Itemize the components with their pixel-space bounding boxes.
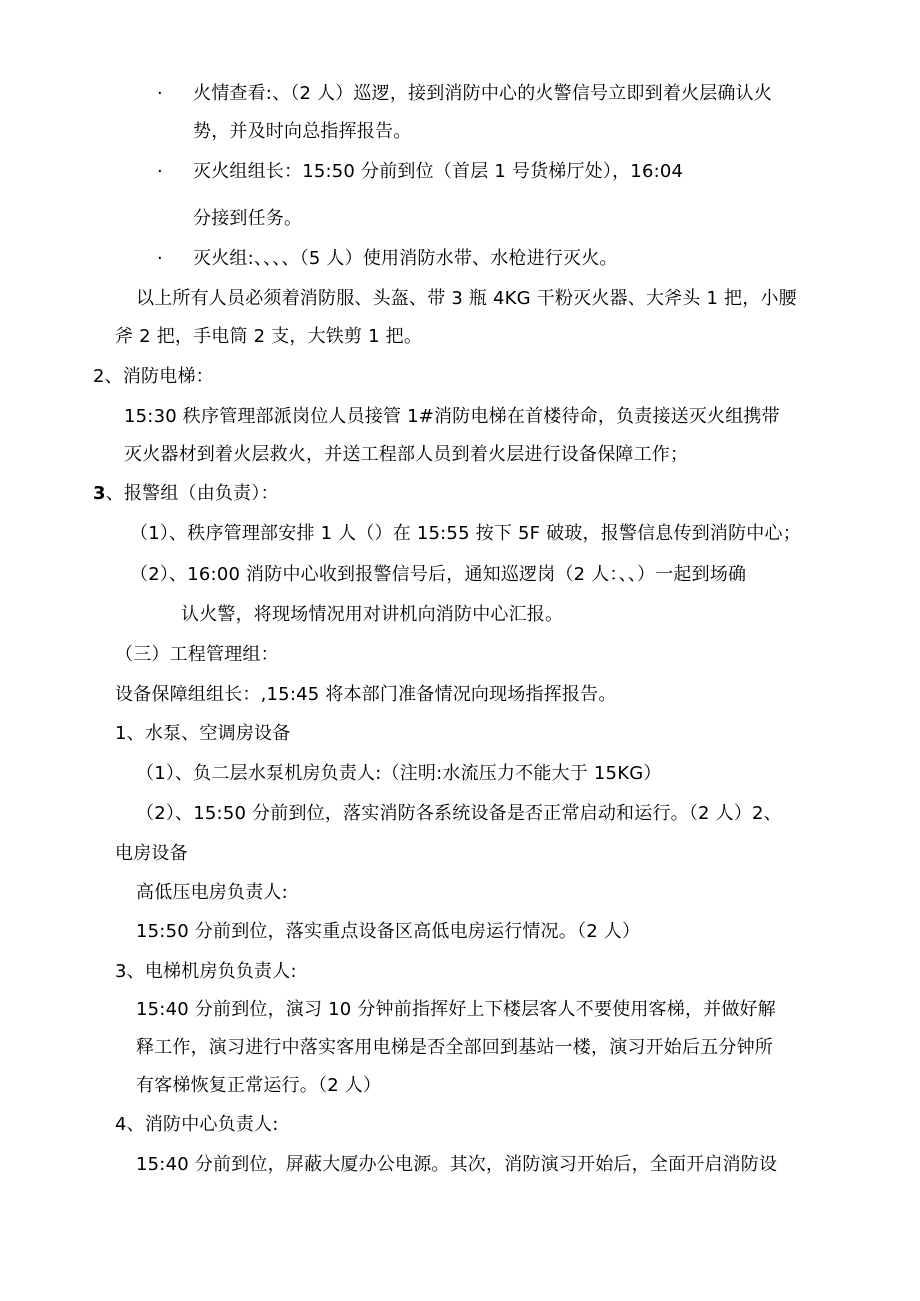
section-2-line-2: 灭火器材到着火层救火，并送工程部人员到着火层进行设备保障工作； <box>124 444 689 465</box>
extinguish-leader-line-2: 分接到任务。 <box>193 208 303 229</box>
equipment-note-line-1: 以上所有人员必须着消防服、头盔、带 3 瓶 4KG 干粉灭火器、大斧头 1 把，小腰 <box>136 288 797 309</box>
pump-room-item-1: （1）、负二层水泵机房负责人:（注明:水流压力不能大于 15KG） <box>136 763 662 784</box>
elevator-room-line-1: 15:40 分前到位，演习 10 分钟前指挥好上下楼层客人不要使用客梯，并做好解 <box>136 999 776 1020</box>
fire-check-line-2: 势，并及时向总指挥报告。 <box>193 121 412 142</box>
elevator-room-line-3: 有客梯恢复正常运行。（2 人） <box>136 1075 382 1096</box>
section-2-heading <box>93 365 214 389</box>
power-room-heading: 电房设备 <box>115 843 188 864</box>
elevator-room-line-2: 释工作，演习进行中落实客用电梯是否全部回到基站一楼，演习开始后五分钟所 <box>136 1037 773 1058</box>
pump-room-heading: 1、水泵、空调房设备 <box>115 723 291 744</box>
elevator-room-heading: 3、电梯机房负负责人: <box>115 961 297 982</box>
section-2-title: 、消防电梯： <box>104 366 214 387</box>
power-room-task: 15:50 分前到位，落实重点设备区高低电房运行情况。（2 人） <box>136 921 641 942</box>
power-room-owner: 高低压电房负责人: <box>136 882 288 903</box>
section-3-title: 、报警组（由负责）： <box>105 483 279 504</box>
alarm-item-1: （1）、秩序管理部安排 1 人（）在 15:55 按下 5F 破玻，报警信息传到消防中心； <box>130 523 801 544</box>
section-2-number: 2 <box>93 366 105 387</box>
alarm-item-2-line-2: 认火警，将现场情况用对讲机向消防中心汇报。 <box>181 604 564 625</box>
section-2-line-1: 15:30 秩序管理部派岗位人员接管 1#消防电梯在首楼待命，负责接送灭火组携带 <box>124 406 780 427</box>
section-3-number: 3 <box>93 483 106 504</box>
bullet-marker: · <box>157 248 163 269</box>
extinguish-team-line: 灭火组:、、、、（5 人）使用消防水带、水枪进行灭火。 <box>193 248 618 269</box>
extinguish-leader-line-1: 灭火组组长：15:50 分前到位（首层 1 号货梯厅处），16:04 <box>193 161 684 182</box>
bullet-marker: · <box>157 83 163 104</box>
pump-room-item-2: （2）、15:50 分前到位，落实消防各系统设备是否正常启动和运行。（2 人）2、 <box>136 803 782 824</box>
alarm-item-2-line-1: （2）、16:00 消防中心收到报警信号后，通知巡逻岗（2 人：、、）一起到场确 <box>130 564 747 585</box>
bullet-marker: · <box>157 161 163 182</box>
equipment-leader-line: 设备保障组组长：,15:45 将本部门准备情况向现场指挥报告。 <box>115 684 617 705</box>
fire-check-line-1: 火情查看:、（2 人）巡逻，接到消防中心的火警信号立即到着火层确认火 <box>193 83 773 104</box>
engineering-heading: （三）工程管理组： <box>115 644 279 665</box>
section-3-heading <box>93 482 279 506</box>
control-center-line-1: 15:40 分前到位，屏蔽大厦办公电源。其次，消防演习开始后，全面开启消防设 <box>136 1154 778 1175</box>
equipment-note-line-2: 斧 2 把，手电筒 2 支，大铁剪 1 把。 <box>115 326 423 347</box>
control-center-heading: 4、消防中心负责人: <box>115 1114 279 1135</box>
